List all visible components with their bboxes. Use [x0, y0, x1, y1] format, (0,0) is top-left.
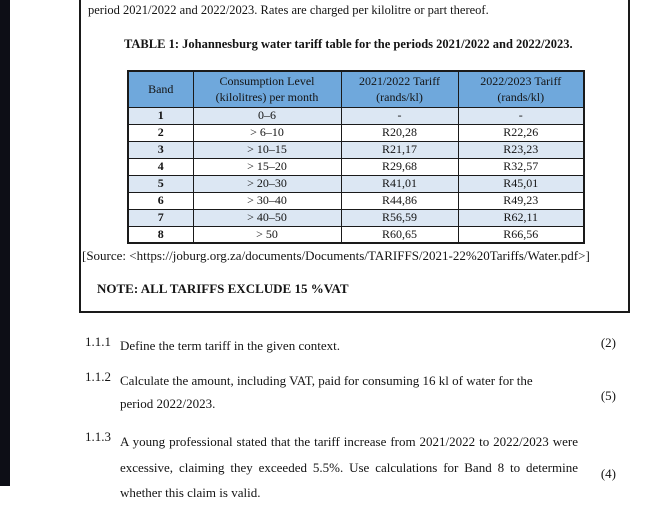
consumption-cell: > 50 [193, 226, 341, 243]
consumption-cell: > 30–40 [193, 192, 341, 209]
table-row [128, 192, 584, 209]
band-cell: 5 [128, 175, 193, 192]
table-row [128, 175, 584, 192]
question-text-1-1-3 [120, 429, 578, 506]
column-header-tariff-2021-2022: 2021/2022 Tariff (rands/kl) [341, 71, 458, 107]
band-cell: 3 [128, 141, 193, 158]
tariff-2021-cell: - [341, 107, 458, 124]
consumption-cell: > 40–50 [193, 209, 341, 226]
consumption-cell: > 15–20 [193, 158, 341, 175]
table-row [128, 107, 584, 124]
consumption-cell: > 6–10 [193, 124, 341, 141]
question-line: period 2022/2023. [120, 396, 216, 411]
window-edge-strip [0, 0, 10, 486]
tariff-2021-cell: R44,86 [341, 192, 458, 209]
question-number-1-1-2: 1.1.2 [85, 369, 111, 384]
vat-note: NOTE: ALL TARIFFS EXCLUDE 15 %VAT [97, 281, 349, 296]
table-row [128, 141, 584, 158]
tariff-2022-cell: R32,57 [458, 158, 584, 175]
band-cell: 7 [128, 209, 193, 226]
tariff-2022-cell: - [458, 107, 584, 124]
tariff-2022-cell: R49,23 [458, 192, 584, 209]
marks-1-1-2: (5) [600, 388, 616, 403]
table-row [128, 209, 584, 226]
marks-1-1-1: (2) [600, 335, 616, 350]
table-row [128, 158, 584, 175]
consumption-cell: 0–6 [193, 107, 341, 124]
question-number-1-1-1: 1.1.1 [85, 334, 111, 349]
table-header-row [128, 71, 584, 107]
table-title: TABLE 1: Johannesburg water tariff table for the periods 2021/2022 and 2022/2023. [124, 37, 573, 51]
tariff-2021-cell: R29,68 [341, 158, 458, 175]
table-row [128, 124, 584, 141]
band-cell: 2 [128, 124, 193, 141]
tariff-2021-cell: R41,01 [341, 175, 458, 192]
question-text-1-1-2 [120, 369, 578, 415]
tariff-2022-cell: R66,56 [458, 226, 584, 243]
marks-1-1-3: (4) [600, 466, 616, 481]
band-cell: 8 [128, 226, 193, 243]
column-header-consumption: Consumption Level (kilolitres) per month [193, 71, 341, 107]
table-row [128, 226, 584, 243]
tariff-2022-cell: R23,23 [458, 141, 584, 158]
band-cell: 1 [128, 107, 193, 124]
question-line: excessive, claiming they exceeded 5.5%. Use calculations for Band 8 to determine [120, 459, 578, 475]
consumption-cell: > 20–30 [193, 175, 341, 192]
tariff-2022-cell: R22,26 [458, 124, 584, 141]
tariff-table [127, 70, 585, 244]
source-citation: [Source: <https://joburg.org.za/documents/Documents/TARIFFS/2021-22%20Tariffs/Water.pdf>] [82, 248, 590, 263]
tariff-2022-cell: R62,11 [458, 209, 584, 226]
tariff-2021-cell: R21,17 [341, 141, 458, 158]
column-header-band: Band [128, 71, 193, 107]
column-header-tariff-2022-2023: 2022/2023 Tariff (rands/kl) [458, 71, 584, 107]
tariff-2021-cell: R60,65 [341, 226, 458, 243]
question-number-1-1-3: 1.1.3 [85, 429, 111, 444]
tariff-2021-cell: R20,28 [341, 124, 458, 141]
question-line: whether this claim is valid. [120, 485, 261, 500]
consumption-cell: > 10–15 [193, 141, 341, 158]
intro-text: period 2021/2022 and 2022/2023. Rates are charged per kilolitre or part thereof. [88, 3, 489, 17]
question-line: Calculate the amount, including VAT, paid for consuming 16 kl of water for the [120, 373, 533, 388]
band-cell: 6 [128, 192, 193, 209]
band-cell: 4 [128, 158, 193, 175]
tariff-2022-cell: R45,01 [458, 175, 584, 192]
question-line: Define the term tariff in the given context. [120, 338, 340, 353]
tariff-2021-cell: R56,59 [341, 209, 458, 226]
question-line: A young professional stated that the tariff increase from 2021/2022 to 2022/2023 were [120, 434, 578, 449]
question-text-1-1-1 [120, 334, 578, 357]
